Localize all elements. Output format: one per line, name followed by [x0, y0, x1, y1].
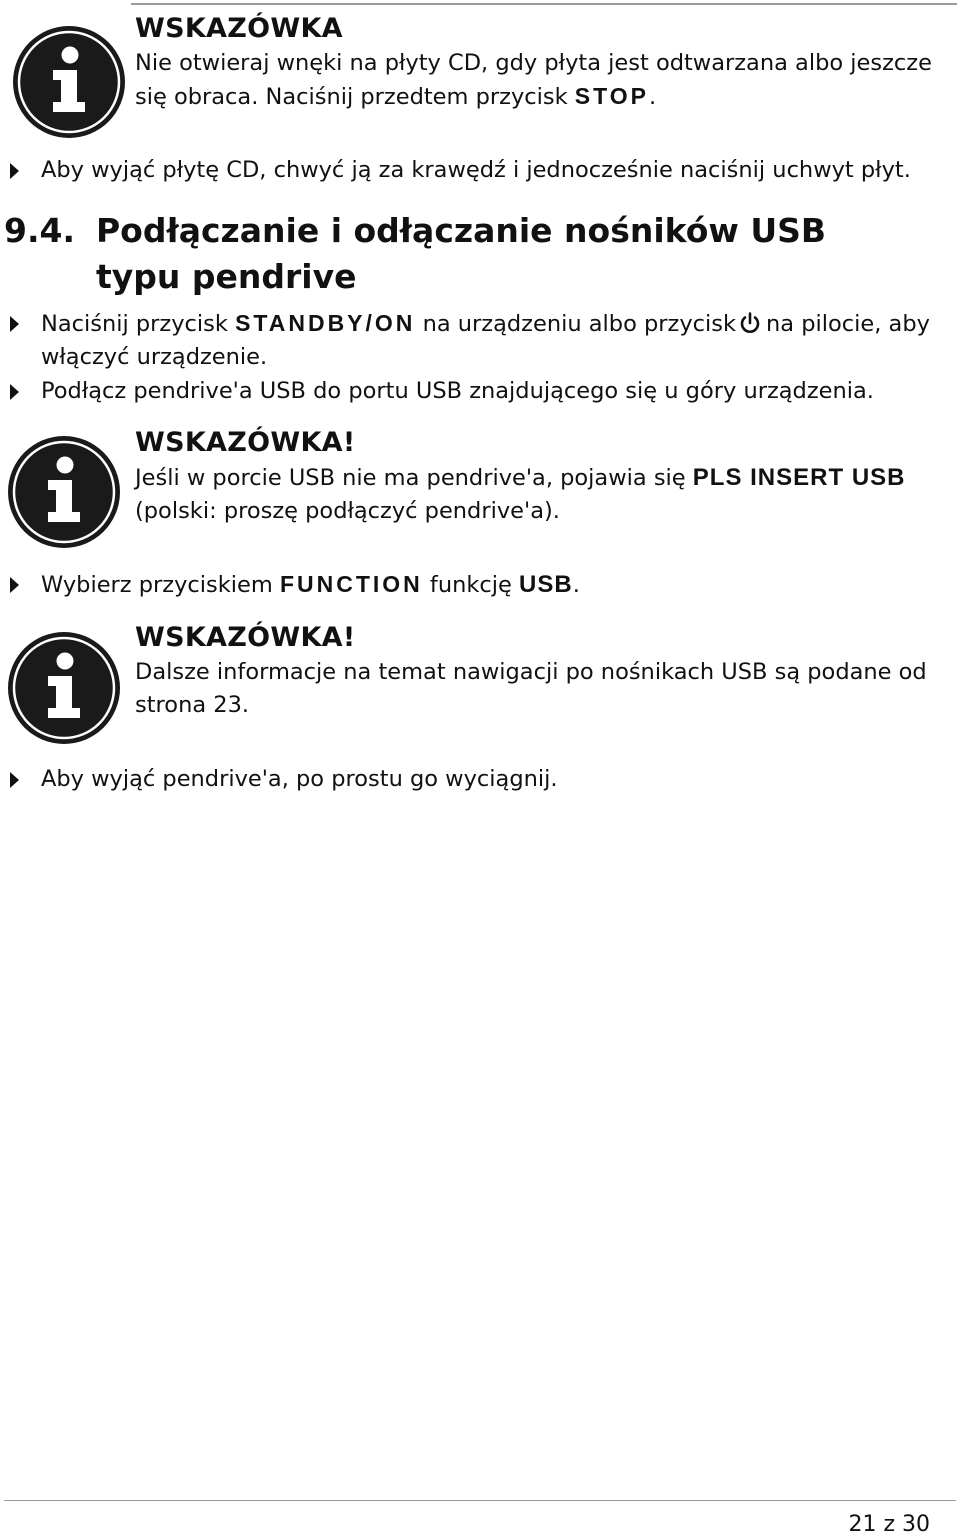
- display-text: PLS INSERT USB: [692, 464, 906, 491]
- display-text: USB: [519, 571, 573, 598]
- section-number: 9.4.: [4, 211, 75, 250]
- note-2: [135, 425, 950, 528]
- list-item: [10, 154, 940, 187]
- list-item-text-part: Naciśnij przycisk: [41, 311, 236, 337]
- list-item-text: [41, 568, 940, 602]
- note-3: [135, 620, 950, 722]
- note-title: WSKAZÓWKA!: [135, 427, 356, 458]
- note-text-part: Jeśli w porcie USB nie ma pendrive'a, pojawia się: [135, 465, 693, 491]
- bullet-arrow-icon: [10, 577, 19, 593]
- list-item-text-part: na urządzeniu albo przycisk: [415, 311, 737, 337]
- list-item-text: Aby wyjąć płytę CD, chwyć ją za krawędź i jednocześnie naciśnij uchwyt płyt.: [41, 157, 911, 183]
- list-item-text-part: .: [572, 572, 580, 598]
- bullet-arrow-icon: [10, 384, 19, 400]
- top-rule: [131, 3, 957, 5]
- note-title: WSKAZÓWKA!: [135, 622, 356, 653]
- key-label: STANDBY/ON: [235, 310, 416, 336]
- key-label: FUNCTION: [279, 571, 423, 597]
- list-item-text: [41, 307, 940, 374]
- bullet-arrow-icon: [10, 772, 19, 788]
- list-item-text: Podłącz pendrive'a USB do portu USB znajdującego się u góry urządzenia.: [41, 378, 874, 404]
- list-item-text-part: Wybierz przyciskiem: [41, 572, 280, 598]
- list-item-text: Aby wyjąć pendrive'a, po prostu go wyciągnij.: [41, 766, 558, 792]
- note-text-part: .: [649, 84, 657, 110]
- list-item: [10, 568, 940, 602]
- list-item: [10, 375, 940, 408]
- note-title: WSKAZÓWKA: [135, 13, 343, 44]
- note-text: [135, 47, 950, 114]
- info-icon: [4, 628, 124, 748]
- list-item: [10, 763, 940, 796]
- bullet-arrow-icon: [10, 316, 19, 332]
- bullet-arrow-icon: [10, 163, 19, 179]
- list-item-text-part: na pilocie, aby włączyć urządzenie.: [41, 311, 930, 370]
- note-1: [135, 11, 950, 114]
- note-text: Dalsze informacje na temat nawigacji po nośnikach USB są podane od strona 23.: [135, 659, 927, 718]
- page-number: 21 z 30: [848, 1512, 930, 1537]
- section-heading: [4, 208, 904, 300]
- key-label: STOP: [574, 83, 650, 109]
- info-icon: [9, 22, 129, 142]
- note-text-part: Nie otwieraj wnęki na płyty CD, gdy płyta jest odtwarzana albo jeszcze się obraca. Naciśnij przedtem przycisk: [135, 50, 932, 110]
- note-text: [135, 461, 950, 528]
- footer-rule: [4, 1500, 956, 1501]
- list-item-text-part: funkcję: [422, 572, 520, 598]
- note-text-part: (polski: proszę podłączyć pendrive'a).: [135, 498, 560, 524]
- info-icon: [4, 432, 124, 552]
- list-item: [10, 307, 940, 374]
- power-icon: [738, 311, 762, 335]
- section-title: Podłączanie i odłączanie nośników USB typu pendrive: [96, 211, 827, 296]
